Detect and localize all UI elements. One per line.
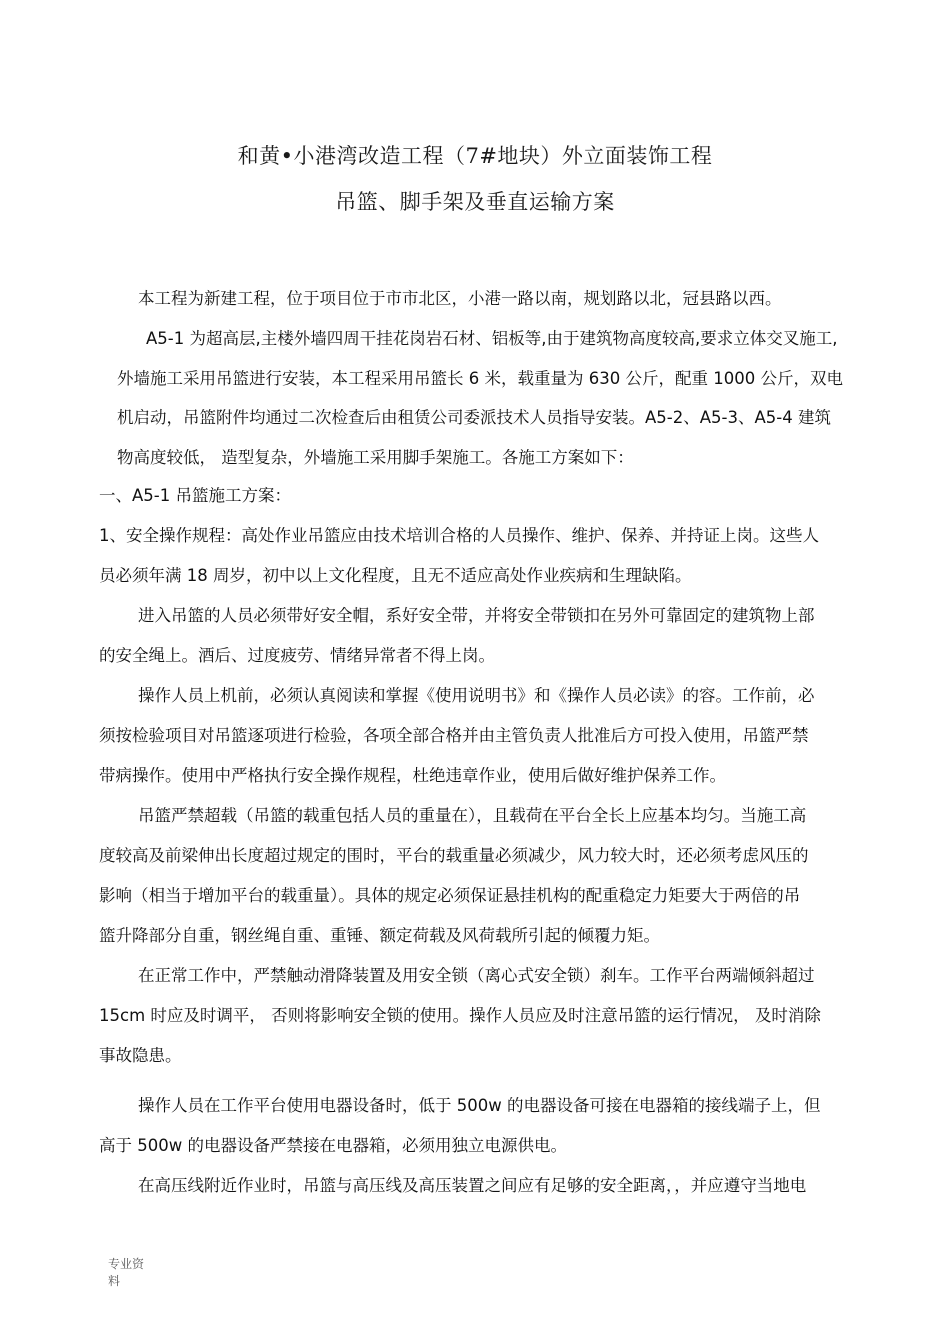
body-line: 须按检验项目对吊篮逐项进行检验，各项全部合格并由主管负责人批准后方可投入使用，吊篮严禁: [99, 726, 809, 745]
body-line: A5-1 为超高层,主楼外墙四周干挂花岗岩石材、铝板等,由于建筑物高度较高,要求立体交叉施工,: [146, 329, 838, 348]
document-title: 和黄•小港湾改造工程（7#地块）外立面装饰工程: [237, 144, 713, 168]
body-line: 吊篮严禁超载（吊篮的载重包括人员的重量在），且载荷在平台全长上应基本均匀。当施工高: [138, 806, 807, 825]
footer-line: 专业资: [108, 1257, 145, 1271]
body-line: 进入吊篮的人员必须带好安全帽，系好安全带，并将安全带锁扣在另外可靠固定的建筑物上部: [138, 606, 815, 625]
body-line: 高于 500w 的电器设备严禁接在电器箱，必须用独立电源供电。: [99, 1136, 567, 1155]
body-line: 员必须年满 18 周岁，初中以上文化程度，且无不适应高处作业疾病和生理缺陷。: [99, 566, 692, 585]
page-footer: [108, 1256, 144, 1290]
body-line: 带病操作。使用中严格执行安全操作规程，杜绝违章作业，使用后做好维护保养工作。: [99, 766, 726, 785]
section-heading: 一、A5-1 吊篮施工方案：: [99, 486, 291, 505]
footer-line: 料: [108, 1274, 121, 1288]
body-line: 的安全绳上。酒后、过度疲劳、情绪异常者不得上岗。: [99, 646, 495, 665]
document-subtitle: 吊篮、脚手架及垂直运输方案: [335, 190, 615, 214]
body-line: 度较高及前梁伸出长度超过规定的围时，平台的载重量必须减少，风力较大时，还必须考虑风压的: [99, 846, 809, 865]
body-line: 物高度较低， 造型复杂，外墙施工采用脚手架施工。各施工方案如下：: [117, 448, 634, 467]
body-line: 外墙施工采用吊篮进行安装，本工程采用吊篮长 6 米，载重量为 630 公斤，配重 1000 公斤，双电: [117, 369, 843, 388]
body-line: 操作人员在工作平台使用电器设备时，低于 500w 的电器设备可接在电器箱的接线端子上，但: [138, 1096, 821, 1115]
body-line: 操作人员上机前，必须认真阅读和掌握《使用说明书》和《操作人员必读》的容。工作前，必: [138, 686, 815, 705]
body-line: 事故隐患。: [99, 1046, 182, 1065]
body-line: 机启动，吊篮附件均通过二次检查后由租赁公司委派技术人员指导安装。A5-2、A5-3、A5-4 建筑: [117, 408, 831, 427]
body-line: 篮升降部分自重，钢丝绳自重、重锤、额定荷载及风荷载所引起的倾覆力矩。: [99, 926, 660, 945]
body-line: 15cm 时应及时调平， 否则将影响安全锁的使用。操作人员应及时注意吊篮的运行情况， 及时消除: [99, 1006, 821, 1025]
body-line: 在正常工作中，严禁触动滑降装置及用安全锁（离心式安全锁）刹车。工作平台两端倾斜超过: [138, 966, 815, 985]
body-line: 在高压线附近作业时，吊篮与高压线及高压装置之间应有足够的安全距离，，并应遵守当地电: [138, 1176, 807, 1195]
body-line: 1、安全操作规程：高处作业吊篮应由技术培训合格的人员操作、维护、保养、并持证上岗。这些人: [99, 526, 819, 545]
body-line: 本工程为新建工程，位于项目位于市市北区，小港一路以南，规划路以北，冠县路以西。: [138, 289, 782, 308]
body-line: 影响（相当于增加平台的载重量）。具体的规定必须保证悬挂机构的配重稳定力矩要大于两倍的吊: [99, 886, 801, 905]
